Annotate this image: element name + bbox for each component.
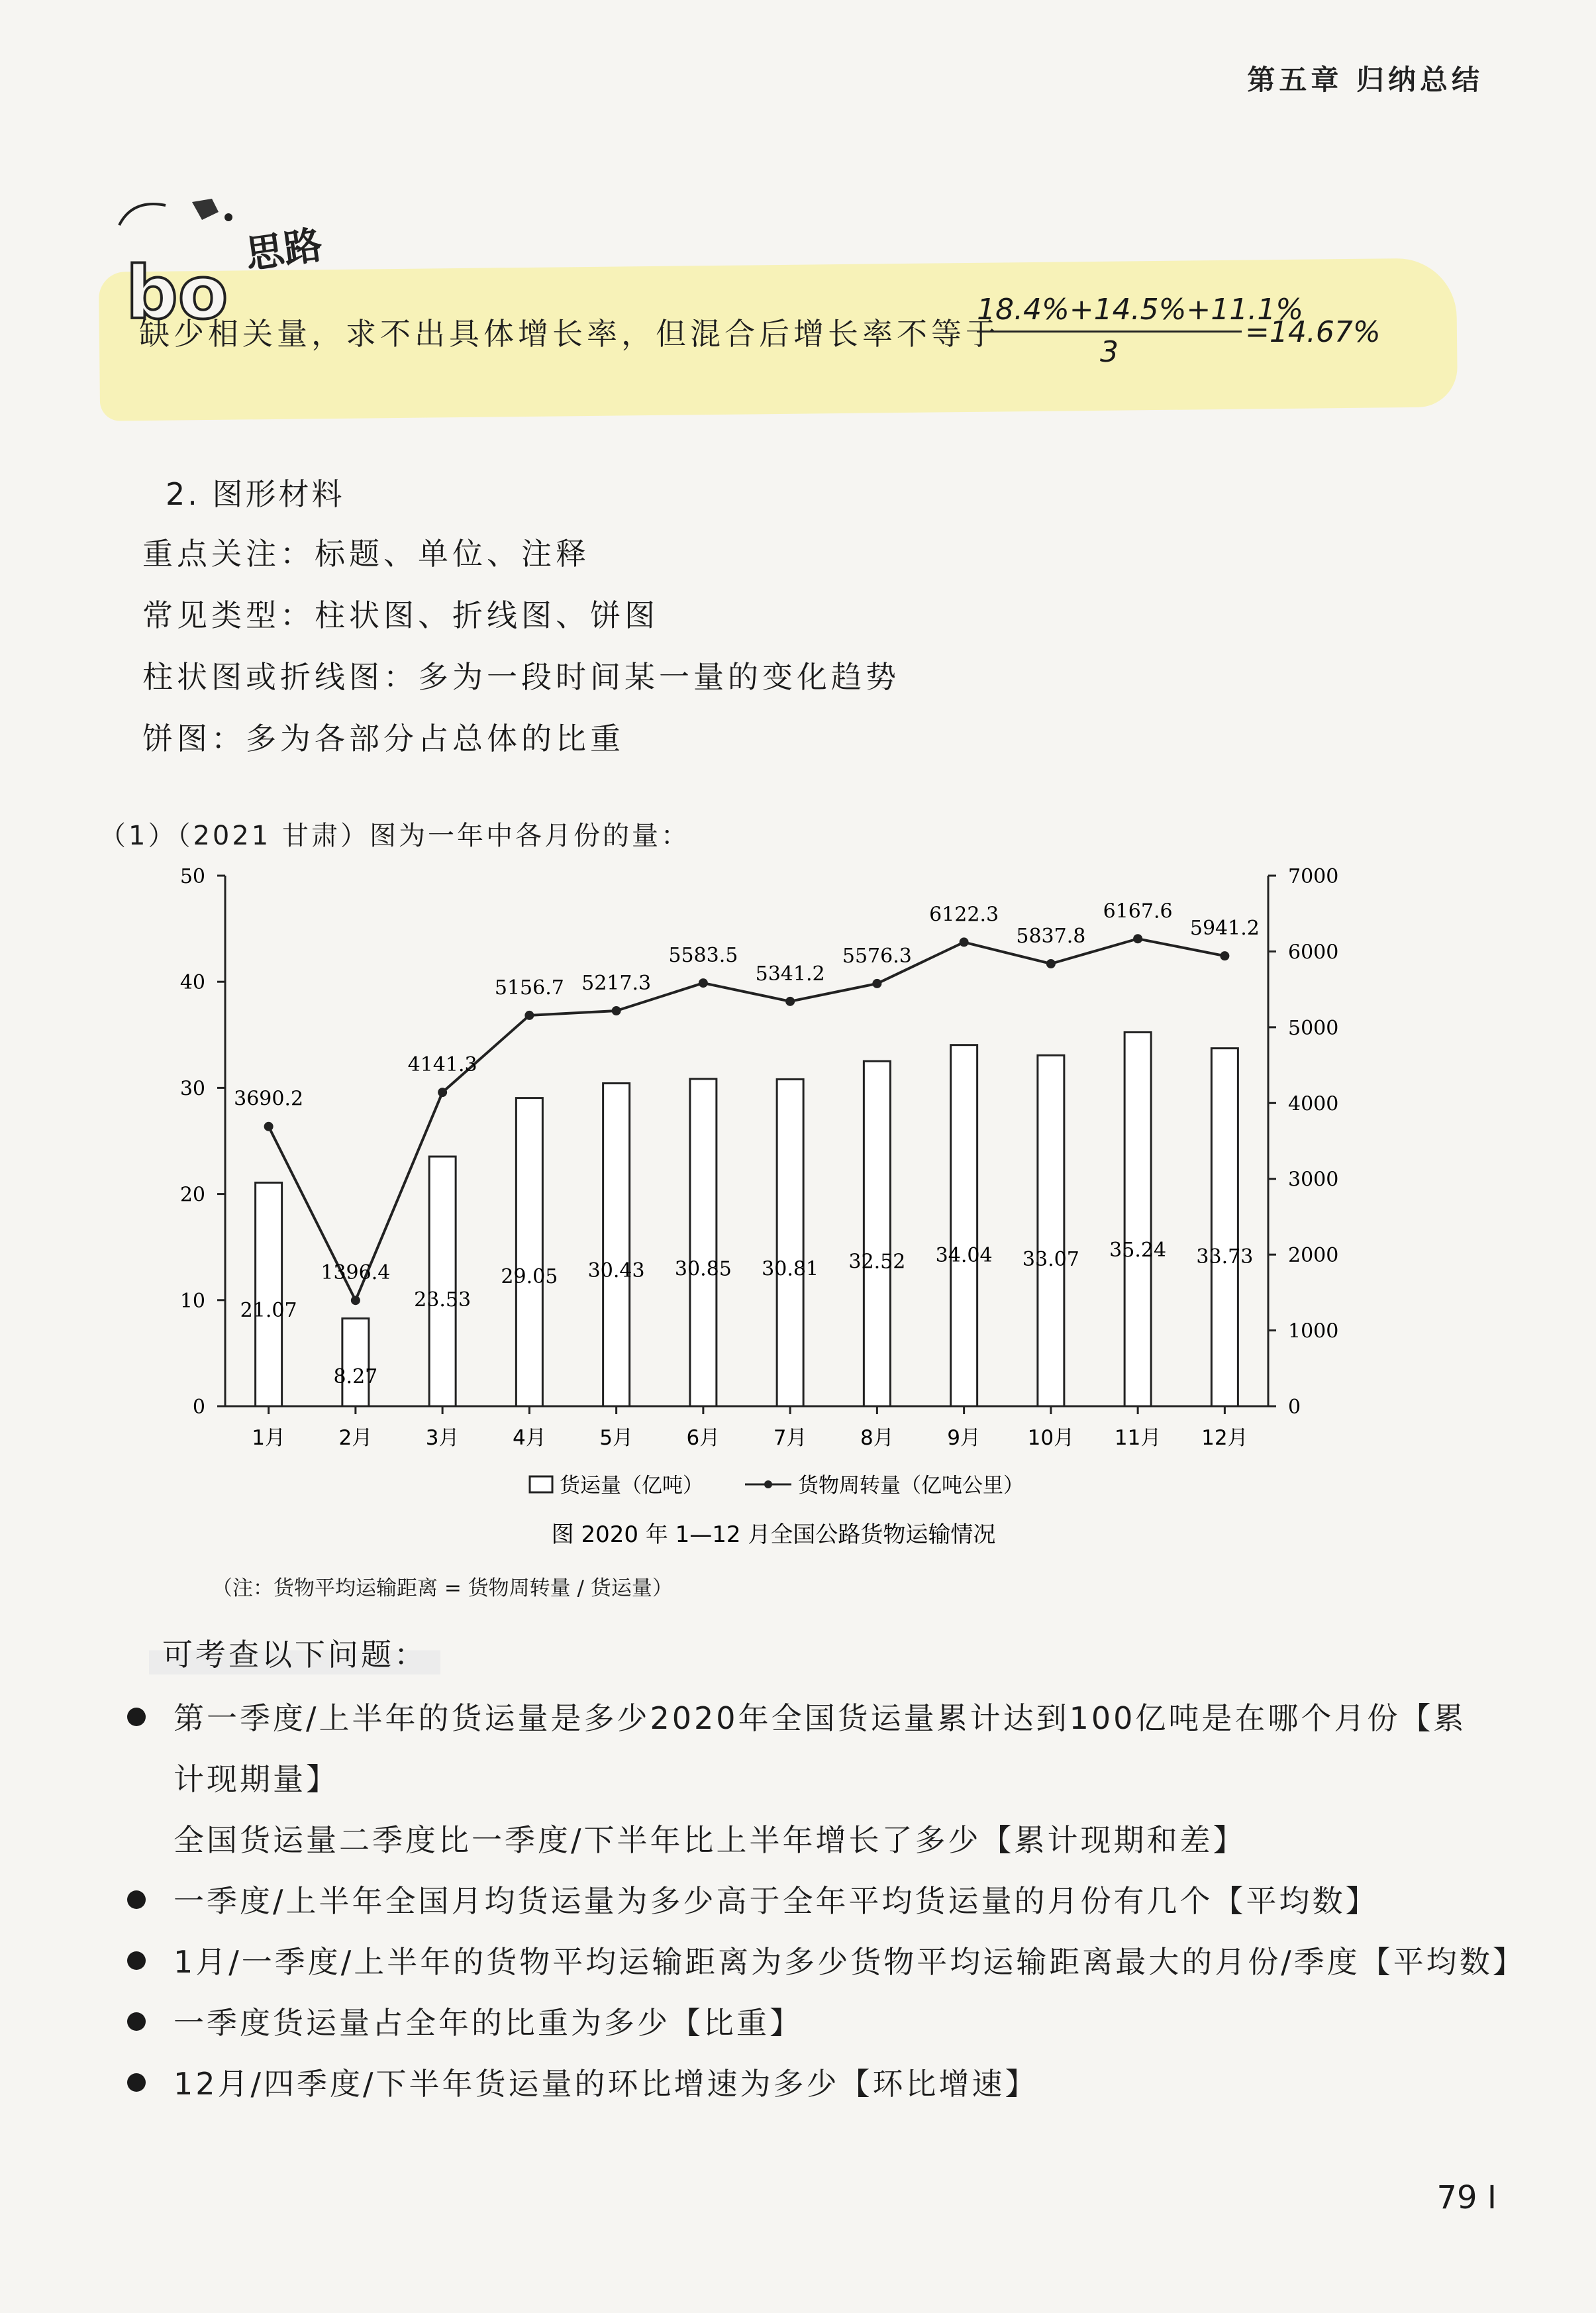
turnover-point <box>438 1088 447 1097</box>
bar <box>951 1045 977 1406</box>
section-line: 常见类型：柱状图、折线图、饼图 <box>142 597 659 633</box>
bar <box>777 1079 803 1406</box>
question-intro: （1）（2021 甘肃）图为一年中各月份的量： <box>99 821 690 851</box>
bullet-icon <box>127 1708 146 1726</box>
question-item: 计现期量】 <box>174 1761 339 1797</box>
idea-logo: bo <box>126 250 228 331</box>
hint-text: 缺少相关量，求不出具体增长率，但混合后增长率不等于 <box>139 316 1000 352</box>
idea-label: 思路 <box>242 222 325 278</box>
bar-value-label: 30.81 <box>762 1257 819 1281</box>
question-item: 12月/四季度/下半年货运量的环比增速为多少【环比增速】 <box>174 2066 1038 2102</box>
x-tick-label: 4月 <box>513 1426 546 1450</box>
right-tick-label: 1000 <box>1288 1319 1339 1343</box>
question-item: 全国货运量二季度比一季度/下半年比上半年增长了多少【累计现期和差】 <box>174 1822 1246 1858</box>
left-tick-label: 50 <box>179 865 205 888</box>
legend-line-marker <box>764 1480 772 1488</box>
turnover-value-label: 5156.7 <box>494 976 564 1000</box>
fraction-denominator: 3 <box>1100 335 1119 369</box>
can-check-label: 可考查以下问题： <box>149 1631 440 1674</box>
left-tick-label: 20 <box>179 1183 205 1207</box>
x-tick-label: 11月 <box>1114 1426 1162 1450</box>
right-tick-label: 2000 <box>1288 1244 1339 1268</box>
turnover-value-label: 1396.4 <box>321 1261 391 1285</box>
turnover-point <box>1046 959 1056 968</box>
fraction <box>977 293 1304 369</box>
x-tick-label: 1月 <box>252 1426 285 1450</box>
turnover-point <box>960 937 969 947</box>
turnover-point <box>872 979 881 988</box>
bar <box>1211 1049 1238 1406</box>
bar-value-label: 35.24 <box>1109 1239 1167 1262</box>
turnover-point <box>524 1011 534 1020</box>
bar <box>1038 1055 1064 1406</box>
turnover-point <box>351 1296 360 1305</box>
bullet-icon <box>127 2012 146 2031</box>
bar <box>429 1156 456 1406</box>
bar-value-label: 33.73 <box>1196 1245 1254 1268</box>
turnover-value-label: 6167.6 <box>1103 900 1173 923</box>
question-item: 一季度/上半年全国月均货运量为多少高于全年平均货运量的月份有几个【平均数】 <box>174 1883 1379 1919</box>
turnover-value-label: 6122.3 <box>929 903 999 927</box>
bullet-icon <box>127 2073 146 2092</box>
bar-value-label: 34.04 <box>935 1243 993 1267</box>
x-tick-label: 8月 <box>860 1426 894 1450</box>
legend-line-label: 货物周转量（亿吨公里） <box>798 1474 1024 1498</box>
bullet-icon <box>127 1890 146 1909</box>
turnover-point <box>785 997 795 1006</box>
turnover-value-label: 5583.5 <box>668 944 738 968</box>
bar <box>256 1182 282 1406</box>
fraction-numerator: 18.4%+14.5%+11.1% <box>977 293 1242 333</box>
turnover-value-label: 5941.2 <box>1189 917 1260 941</box>
left-tick-label: 40 <box>179 971 205 995</box>
section-line: 饼图：多为各部分占总体的比重 <box>142 721 624 756</box>
bar-value-label: 33.07 <box>1022 1248 1079 1272</box>
x-tick-label: 7月 <box>773 1426 807 1450</box>
right-tick-label: 4000 <box>1288 1092 1339 1116</box>
turnover-value-label: 5576.3 <box>842 944 912 968</box>
bar <box>516 1098 542 1406</box>
chart-title: 图 2020 年 1—12 月全国公路货物运输情况 <box>551 1521 996 1548</box>
freight-chart <box>0 848 1596 1563</box>
turnover-value-label: 3690.2 <box>234 1087 304 1111</box>
left-tick-label: 0 <box>192 1396 205 1419</box>
section-line: 柱状图或折线图：多为一段时间某一量的变化趋势 <box>142 659 900 695</box>
turnover-line <box>269 939 1225 1300</box>
bar <box>342 1319 369 1406</box>
right-tick-label: 3000 <box>1288 1168 1339 1192</box>
turnover-value-label: 4141.3 <box>407 1053 477 1077</box>
lamp-icon <box>93 185 371 331</box>
bar-value-label: 8.27 <box>333 1365 378 1388</box>
bar <box>1124 1032 1151 1406</box>
bar-value-label: 21.07 <box>240 1298 297 1322</box>
page-number: 79 I <box>1436 2179 1497 2216</box>
x-tick-label: 3月 <box>425 1426 460 1450</box>
turnover-point <box>1133 934 1142 943</box>
x-tick-label: 9月 <box>947 1426 981 1450</box>
turnover-value-label: 5341.2 <box>755 962 825 986</box>
x-tick-label: 10月 <box>1027 1426 1075 1450</box>
right-tick-label: 6000 <box>1288 941 1339 964</box>
section-title: 2. 图形材料 <box>166 476 345 512</box>
turnover-point <box>612 1006 621 1015</box>
bar <box>864 1061 890 1406</box>
bar-value-label: 29.05 <box>501 1264 558 1288</box>
x-tick-label: 5月 <box>599 1426 633 1450</box>
turnover-point <box>699 978 708 988</box>
bullet-icon <box>127 1951 146 1970</box>
legend-bar-label: 货运量（亿吨） <box>560 1474 703 1498</box>
bar-value-label: 32.52 <box>848 1250 906 1274</box>
legend-bar-swatch <box>530 1476 552 1492</box>
turnover-point <box>264 1122 274 1131</box>
x-tick-label: 6月 <box>686 1426 721 1450</box>
bar <box>690 1079 717 1406</box>
right-tick-label: 0 <box>1288 1396 1301 1419</box>
question-item: 一季度货运量占全年的比重为多少【比重】 <box>174 2005 803 2041</box>
chart-note: （注：货物平均运输距离 = 货物周转量 / 货运量） <box>212 1576 673 1600</box>
turnover-point <box>1220 951 1229 960</box>
bar-value-label: 30.85 <box>674 1257 732 1281</box>
x-tick-label: 12月 <box>1201 1426 1248 1450</box>
question-item: 1月/一季度/上半年的货物平均运输距离为多少货物平均运输距离最大的月份/季度【平均数】 <box>174 1944 1526 1980</box>
chapter-header: 第五章 归纳总结 <box>1247 64 1483 96</box>
turnover-value-label: 5217.3 <box>581 971 652 995</box>
turnover-value-label: 5837.8 <box>1016 924 1086 948</box>
section-line: 重点关注：标题、单位、注释 <box>142 536 590 572</box>
bar-value-label: 30.43 <box>587 1259 645 1283</box>
right-tick-label: 5000 <box>1288 1016 1339 1040</box>
bar <box>603 1084 630 1406</box>
fraction-result: =14.67% <box>1245 315 1381 349</box>
question-item: 第一季度/上半年的货运量是多少2020年全国货运量累计达到100亿吨是在哪个月份【累 <box>174 1700 1467 1736</box>
right-tick-label: 7000 <box>1288 865 1339 888</box>
left-tick-label: 10 <box>179 1289 205 1313</box>
x-tick-label: 2月 <box>338 1426 373 1450</box>
left-tick-label: 30 <box>179 1077 205 1101</box>
bar-value-label: 23.53 <box>414 1288 472 1312</box>
